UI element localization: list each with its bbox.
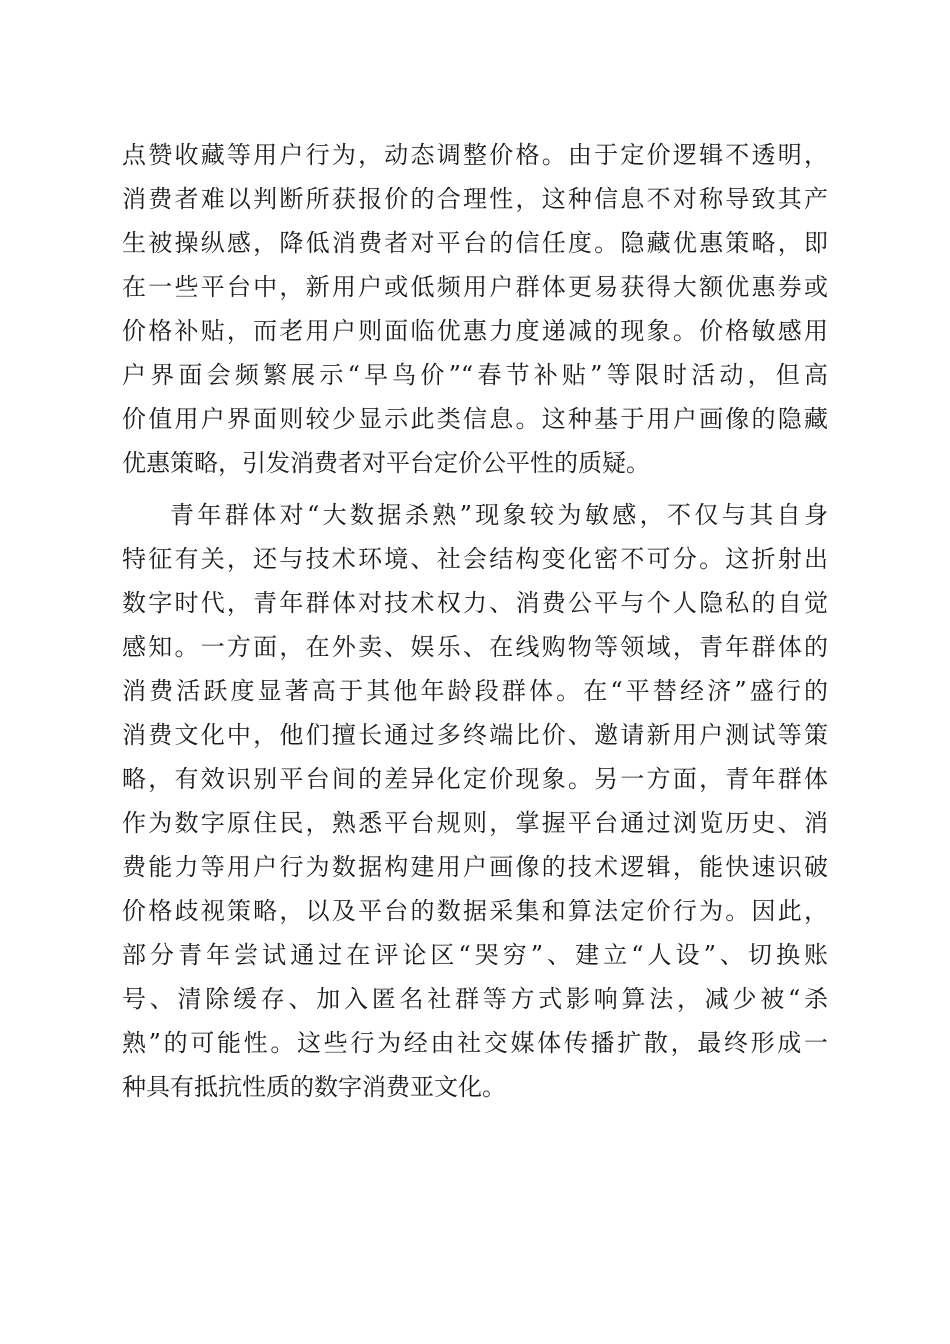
paragraph-line: 感知。一方面，在外卖、娱乐、在线购物等领域，青年群体的 <box>122 633 828 661</box>
paragraph-line: 价格歧视策略，以及平台的数据采集和算法定价行为。因此， <box>122 897 828 925</box>
paragraph-line: 消费活跃度显著高于其他年龄段群体。在“平替经济”盛行的 <box>122 677 828 705</box>
paragraph-line: 价值用户界面则较少显示此类信息。这种基于用户画像的隐藏 <box>122 405 828 433</box>
paragraph-line: 青年群体对“大数据杀熟”现象较为敏感，不仅与其自身 <box>170 501 828 529</box>
paragraph-line: 号、清除缓存、加入匿名社群等方式影响算法，减少被“杀 <box>122 985 828 1013</box>
paragraph-line: 消费文化中，他们擅长通过多终端比价、邀请新用户测试等策 <box>122 721 828 749</box>
paragraph-line: 种具有抵抗性质的数字消费亚文化。 <box>122 1073 506 1101</box>
paragraph-line: 作为数字原住民，熟悉平台规则，掌握平台通过浏览历史、消 <box>122 809 828 837</box>
paragraph-line: 优惠策略，引发消费者对平台定价公平性的质疑。 <box>122 449 650 477</box>
paragraph-line: 价格补贴，而老用户则面临优惠力度递减的现象。价格敏感用 <box>122 317 828 345</box>
paragraph-line: 点赞收藏等用户行为，动态调整价格。由于定价逻辑不透明， <box>122 141 828 169</box>
paragraph-line: 户界面会频繁展示“早鸟价”“春节补贴”等限时活动，但高 <box>122 361 828 389</box>
paragraph-line: 部分青年尝试通过在评论区“哭穷”、建立“人设”、切换账 <box>122 941 828 969</box>
paragraph-line: 生被操纵感，降低消费者对平台的信任度。隐藏优惠策略，即 <box>122 229 828 257</box>
paragraph-line: 消费者难以判断所获报价的合理性，这种信息不对称导致其产 <box>122 185 828 213</box>
paragraph-line: 数字时代，青年群体对技术权力、消费公平与个人隐私的自觉 <box>122 589 828 617</box>
paragraph-line: 特征有关，还与技术环境、社会结构变化密不可分。这折射出 <box>122 545 828 573</box>
paragraph-line: 在一些平台中，新用户或低频用户群体更易获得大额优惠券或 <box>122 273 828 301</box>
paragraph-line: 略，有效识别平台间的差异化定价现象。另一方面，青年群体 <box>122 765 828 793</box>
paragraph-line: 费能力等用户行为数据构建用户画像的技术逻辑，能快速识破 <box>122 853 828 881</box>
paragraph-line: 熟”的可能性。这些行为经由社交媒体传播扩散，最终形成一 <box>122 1029 828 1057</box>
